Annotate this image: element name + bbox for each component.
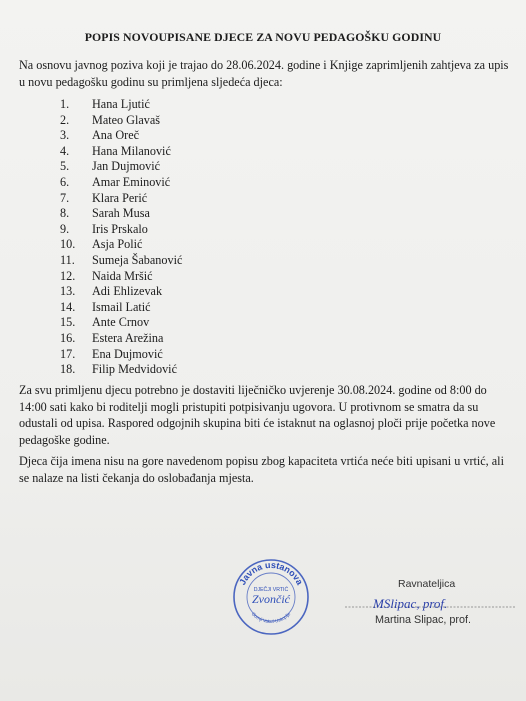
list-item-number: 10. xyxy=(60,237,76,252)
list-item-number: 12. xyxy=(60,268,76,283)
stamp-inner-top: DJEČJI VRTIĆ xyxy=(253,587,289,593)
svg-text:MSlipac, prof.: MSlipac, prof. xyxy=(373,596,448,611)
list-item xyxy=(60,284,182,300)
list-item-number: 11. xyxy=(60,252,75,267)
list-item-number: 8. xyxy=(60,206,70,221)
list-item xyxy=(60,144,182,160)
list-item xyxy=(60,159,182,175)
list-item-name: Ana Oreč xyxy=(92,128,140,143)
list-item-name: Klara Perić xyxy=(92,190,148,205)
list-item xyxy=(60,97,182,113)
list-item xyxy=(60,300,182,316)
intro-paragraph: Na osnovu javnog poziva koji je trajao do 28.06.2024. godine i Knjige zaprimljenih zahtjeva za upis u novu pedagošku godinu su primljena sljedeća djeca: xyxy=(19,58,509,89)
signature-role: Ravnateljica xyxy=(398,578,456,590)
list-item-number: 4. xyxy=(60,143,70,158)
list-item xyxy=(60,113,182,129)
children-list xyxy=(60,97,182,378)
waitlist-paragraph: Djeca čija imena nisu na gore navedenom popisu zbog kapaciteta vrtića neće biti upisani u vrtić, ali se nalaze na listi čekanja do oslobađanja mjesta. xyxy=(19,454,504,485)
signature-name: Martina Slipac, prof. xyxy=(375,614,472,626)
list-item-number: 2. xyxy=(60,112,70,127)
document-title: POPIS NOVOUPISANE DJECE ZA NOVU PEDAGOŠKU GODINU xyxy=(84,30,442,44)
list-item-number: 3. xyxy=(60,128,70,143)
list-item-number: 9. xyxy=(60,221,70,236)
list-item-name: Hana Ljutić xyxy=(92,97,150,111)
list-item-number: 1. xyxy=(60,97,70,111)
certificate-paragraph: Za svu primljenu djecu potrebno je dostaviti liječničko uvjerenje 30.08.2024. godine od 8:00 do 14:00 sati kako bi roditelji mogli pristupiti potpisivanju ugovora. U protivnom se smatra da su odustali od upisa. Raspored odgojnih skupina biti će istaknut na oglasnoj ploči prije početka nove pedagoške godine. xyxy=(19,383,496,447)
stamp-outer-text: Javna ustanova xyxy=(237,559,305,587)
list-item xyxy=(60,331,182,347)
list-item-name: Ena Dujmović xyxy=(92,346,163,361)
list-item-name: Naida Mršić xyxy=(92,268,153,283)
list-item-name: Filip Medvidović xyxy=(92,362,177,377)
list-item-name: Hana Milanović xyxy=(92,143,171,158)
kindergarten-stamp xyxy=(231,557,311,637)
list-item-name: Amar Eminović xyxy=(92,174,171,189)
list-item-name: Sumeja Šabanović xyxy=(92,252,183,267)
list-item-number: 13. xyxy=(60,284,76,299)
list-item xyxy=(60,175,182,191)
list-item-name: Jan Dujmović xyxy=(92,159,161,174)
list-item-number: 16. xyxy=(60,330,76,345)
list-item xyxy=(60,128,182,144)
list-item xyxy=(60,315,182,331)
handwritten-signature xyxy=(345,595,515,615)
list-item-number: 18. xyxy=(60,362,76,377)
list-item-name: Iris Prskalo xyxy=(92,221,148,236)
list-item xyxy=(60,253,182,269)
list-item-number: 17. xyxy=(60,346,76,361)
stamp-bottom-text: Gornji Vakuf-Uskoplje xyxy=(250,611,292,625)
list-item xyxy=(60,206,182,222)
list-item-name: Adi Ehlizevak xyxy=(92,284,163,299)
list-item xyxy=(60,347,182,363)
list-item-number: 5. xyxy=(60,159,70,174)
list-item-number: 6. xyxy=(60,174,70,189)
list-item-name: Asja Polić xyxy=(92,237,143,252)
stamp-name: Zvončić xyxy=(252,592,290,606)
list-item xyxy=(60,362,182,378)
list-item xyxy=(60,191,182,207)
list-item-number: 15. xyxy=(60,315,76,330)
list-item-number: 14. xyxy=(60,299,76,314)
list-item-name: Sarah Musa xyxy=(92,206,150,221)
list-item-name: Mateo Glavaš xyxy=(92,112,161,127)
list-item-name: Ismail Latić xyxy=(92,299,151,314)
list-item-name: Ante Crnov xyxy=(92,315,150,330)
list-item xyxy=(60,269,182,285)
list-item xyxy=(60,237,182,253)
list-item xyxy=(60,222,182,238)
list-item-name: Estera Arežina xyxy=(92,330,164,345)
list-item-number: 7. xyxy=(60,190,70,205)
